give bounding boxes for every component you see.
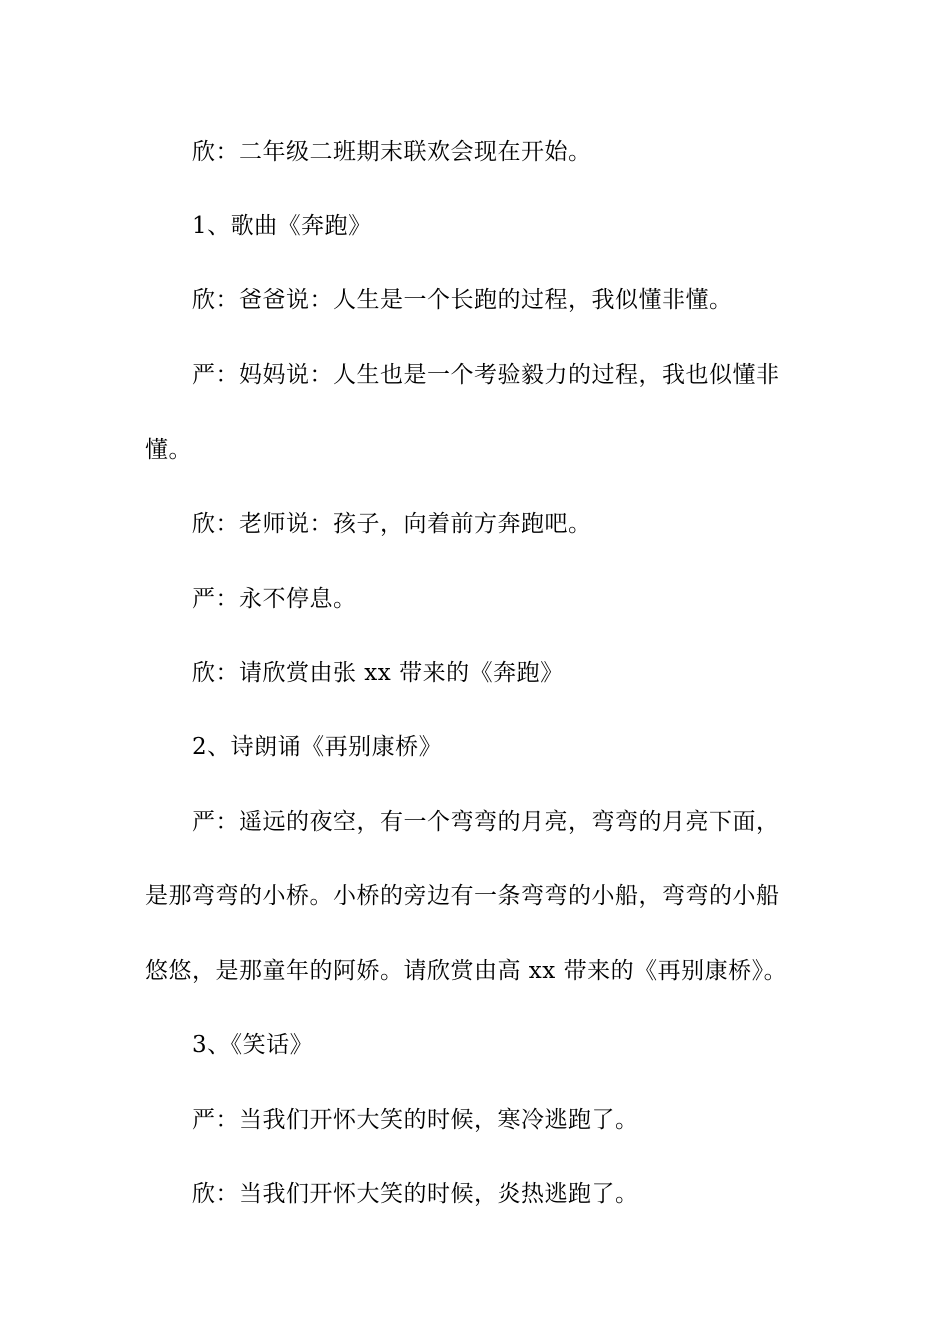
text-line: 悠悠，是那童年的阿娇。请欣赏由高 xx 带来的《再别康桥》。 xyxy=(145,958,788,984)
text-line: 欣：当我们开怀大笑的时候，炎热逃跑了。 xyxy=(192,1181,639,1207)
text-line: 3、《笑话》 xyxy=(192,1032,314,1058)
text-line: 2、诗朗诵《再别康桥》 xyxy=(192,734,443,760)
text-line: 严：遥远的夜空，有一个弯弯的月亮，弯弯的月亮下面， xyxy=(192,809,780,835)
text-line: 欣：老师说：孩子，向着前方奔跑吧。 xyxy=(192,511,592,537)
text-line: 严：妈妈说：人生也是一个考验毅力的过程，我也似懂非 xyxy=(192,362,780,388)
text-line: 欣：爸爸说：人生是一个长跑的过程，我似懂非懂。 xyxy=(192,287,733,313)
text-line: 是那弯弯的小桥。小桥的旁边有一条弯弯的小船，弯弯的小船 xyxy=(145,883,780,909)
text-line: 严：当我们开怀大笑的时候，寒冷逃跑了。 xyxy=(192,1107,639,1133)
text-line: 1、歌曲《奔跑》 xyxy=(192,213,372,239)
text-line: 欣：二年级二班期末联欢会现在开始。 xyxy=(192,139,592,165)
text-line: 严：永不停息。 xyxy=(192,586,357,612)
text-line: 懂。 xyxy=(145,437,192,463)
text-line: 欣：请欣赏由张 xx 带来的《奔跑》 xyxy=(192,660,564,686)
